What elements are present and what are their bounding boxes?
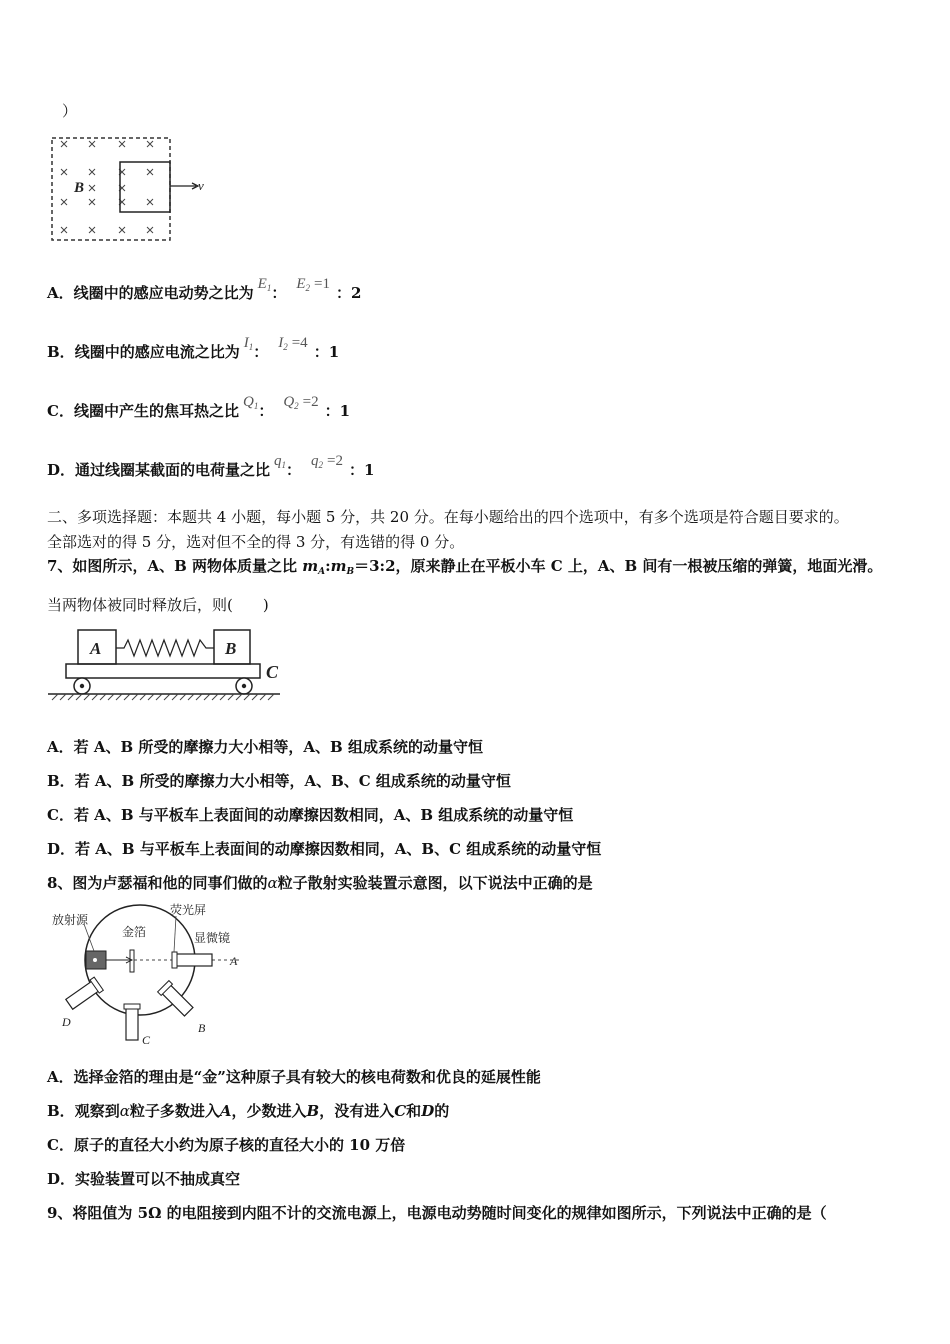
q7-option-c[interactable]: C．若 A、B 与平板车上表面间的动摩擦因数相同，A、B 组成系统的动量守恒: [47, 806, 574, 824]
velocity-label: v: [198, 178, 204, 193]
q7-option-b[interactable]: B．若 A、B 所受的摩擦力大小相等，A、B、C 组成系统的动量守恒: [47, 772, 511, 790]
section2-instructions-line2: 全部选对的得 5 分，选对但不全的得 3 分，有选错的得 0 分。: [47, 533, 465, 551]
block-b-label: B: [225, 639, 237, 658]
q8-option-d[interactable]: D．实验装置可以不抽成真空: [47, 1170, 241, 1188]
screen-label: 荧光屏: [170, 903, 207, 917]
microscope-label: 显微镜: [194, 931, 231, 945]
position-b-label: B: [198, 1021, 206, 1035]
coil-loop: [120, 162, 170, 212]
coil-field-figure: [40, 128, 220, 248]
q7-option-a[interactable]: A．若 A、B 所受的摩擦力大小相等，A、B 组成系统的动量守恒: [47, 738, 483, 756]
closing-paren: ）: [62, 102, 78, 120]
screen-a: [172, 952, 177, 968]
block-a-label: A: [90, 639, 102, 658]
q9-stem: 9、将阻值为 5Ω 的电阻接到内阻不计的交流电源上，电源电动势随时间变化的规律如图所示，下列说法中正确的是（: [47, 1204, 827, 1222]
ground-hatch: [52, 694, 274, 700]
q8-option-b[interactable]: B．观察到α粒子多数进入A，少数进入B，没有进入C和D的: [47, 1102, 450, 1120]
microscope-c: [124, 1004, 140, 1040]
q8-stem: 8、图为卢瑟福和他的同事们做的α粒子散射实验装置示意图，以下说法中正确的是: [47, 874, 593, 892]
cart-spring-figure: [44, 620, 294, 704]
alpha-scattering-figure: [44, 902, 254, 1050]
foil-label: 金箔: [122, 925, 147, 939]
q7-stem-line1: 7、如图所示，A、B 两物体质量之比 $m_A:m_B=3:2$，原来静止在平板小车 C 上，A、B 间有一根被压缩的弹簧，地面光滑。: [47, 557, 883, 577]
q6-option-a[interactable]: A．线圈中的感应电动势之比为 $E_1$： $E_2 =1$ ：2: [47, 276, 362, 302]
q7-stem-line2: 当两物体被同时释放后，则( ): [47, 596, 269, 614]
field-label: B: [74, 180, 85, 196]
microscope-a: [176, 954, 212, 966]
field-region-boundary: [52, 138, 170, 240]
source-label: 放射源: [52, 913, 89, 927]
position-c-label: C: [142, 1033, 151, 1047]
q6-option-c[interactable]: C．线圈中产生的焦耳热之比 $Q_1$： $Q_2 =2$ ：1: [47, 394, 351, 420]
q8-option-a[interactable]: A．选择金箔的理由是“金”这种原子具有较大的核电荷数和优良的延展性能: [47, 1068, 541, 1086]
q8-option-c[interactable]: C．原子的直径大小约为原子核的直径大小的 10 万倍: [47, 1136, 406, 1154]
q7-option-d[interactable]: D．若 A、B 与平板车上表面间的动摩擦因数相同，A、B、C 组成系统的动量守恒: [47, 840, 602, 858]
cart-label: C: [266, 662, 279, 682]
q6-option-d[interactable]: D．通过线圈某截面的电荷量之比 $q_1$： $q_2 =2$ ：1: [47, 453, 375, 479]
cart-body: [66, 664, 260, 678]
section2-instructions-line1: 二、多项选择题：本题共 4 小题，每小题 5 分，共 20 分。在每小题给出的四个选项中，有多个选项是符合题目要求的。: [47, 508, 849, 526]
position-d-label: D: [62, 1015, 71, 1029]
position-a-label: A: [230, 954, 238, 968]
q6-option-b[interactable]: B．线圈中的感应电流之比为 $I_1$： $I_2 =4$ ：1: [47, 335, 340, 361]
compressed-spring: [116, 640, 214, 656]
